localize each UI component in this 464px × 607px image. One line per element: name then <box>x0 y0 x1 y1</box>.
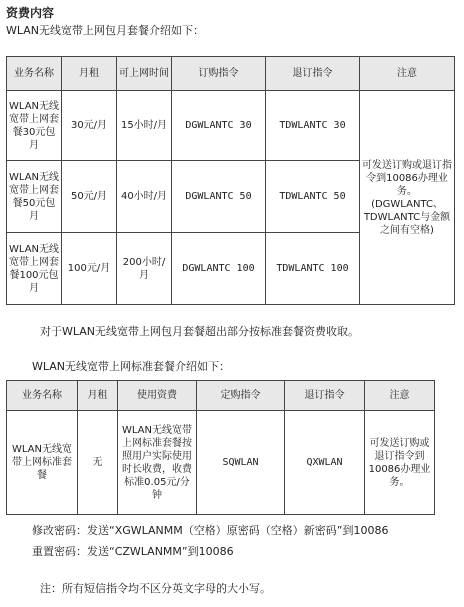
overflow-note: 对于WLAN无线宽带上网包月套餐超出部分按标准套餐资费收取。 <box>40 325 360 338</box>
plan-order-command: DGWLANTC 100 <box>172 233 266 305</box>
monthly-intro: WLAN无线宽带上网包月套餐介绍如下： <box>6 24 205 37</box>
plan-cancel-command: QXWLAN <box>285 411 365 515</box>
header-service-name: 业务名称 <box>7 57 62 91</box>
plan-time: 15小时/月 <box>117 91 172 161</box>
header-order-command: 订购指令 <box>172 57 266 91</box>
plan-name: WLAN无线宽带上网套餐50元包月 <box>7 161 62 233</box>
plan-fee: 30元/月 <box>62 91 117 161</box>
plan-time: 200小时/月 <box>117 233 172 305</box>
standard-plan-table <box>6 380 435 515</box>
header-cancel-command: 退订指令 <box>266 57 360 91</box>
header-cancel-command: 退订指令 <box>285 381 365 411</box>
plan-cancel-command: TDWLANTC 30 <box>266 91 360 161</box>
header-monthly-fee: 月租 <box>62 57 117 91</box>
plan-name: WLAN无线宽带上网套餐30元包月 <box>7 91 62 161</box>
table-row <box>7 411 435 515</box>
password-change-text: 修改密码：发送“XGWLANMM（空格）原密码（空格）新密码”到10086 <box>32 524 389 537</box>
header-notes: 注意 <box>365 381 435 411</box>
monthly-plans-table <box>6 56 455 305</box>
plan-cancel-command: TDWLANTC 100 <box>266 233 360 305</box>
plans-note: 可发送订购或退订指令到10086办理业务。(DGWLANTC、TDWLANTC与金额之间有空格) <box>360 91 455 305</box>
section-title: 资费内容 <box>6 6 55 20</box>
plan-fee: 无 <box>78 411 118 515</box>
header-usage-rate: 使用资费 <box>118 381 197 411</box>
password-reset-text: 重置密码：发送“CZWLANMM”到10086 <box>32 545 234 558</box>
plan-note: 可发送订购或退订指令到10086办理业务。 <box>365 411 435 515</box>
plan-time: 40小时/月 <box>117 161 172 233</box>
plan-fee: 50元/月 <box>62 161 117 233</box>
plan-name: WLAN无线宽带上网标准套餐 <box>7 411 78 515</box>
plan-order-command: SQWLAN <box>197 411 285 515</box>
plan-fee: 100元/月 <box>62 233 117 305</box>
case-insensitive-note: 注：所有短信指令均不区分英文字母的大小写。 <box>40 582 271 595</box>
plan-cancel-command: TDWLANTC 50 <box>266 161 360 233</box>
plan-order-command: DGWLANTC 30 <box>172 91 266 161</box>
table-row <box>7 91 455 161</box>
plan-name: WLAN无线宽带上网套餐100元包月 <box>7 233 62 305</box>
header-monthly-fee: 月租 <box>78 381 118 411</box>
plan-order-command: DGWLANTC 50 <box>172 161 266 233</box>
standard-intro: WLAN无线宽带上网标准套餐介绍如下： <box>32 360 231 373</box>
header-order-command: 定购指令 <box>197 381 285 411</box>
plan-usage-rate: WLAN无线宽带上网标准套餐按照用户实际使用时长收费，收费标准0.05元/分钟 <box>118 411 197 515</box>
header-online-time: 可上网时间 <box>117 57 172 91</box>
header-service-name: 业务名称 <box>7 381 78 411</box>
header-notes: 注意 <box>360 57 455 91</box>
